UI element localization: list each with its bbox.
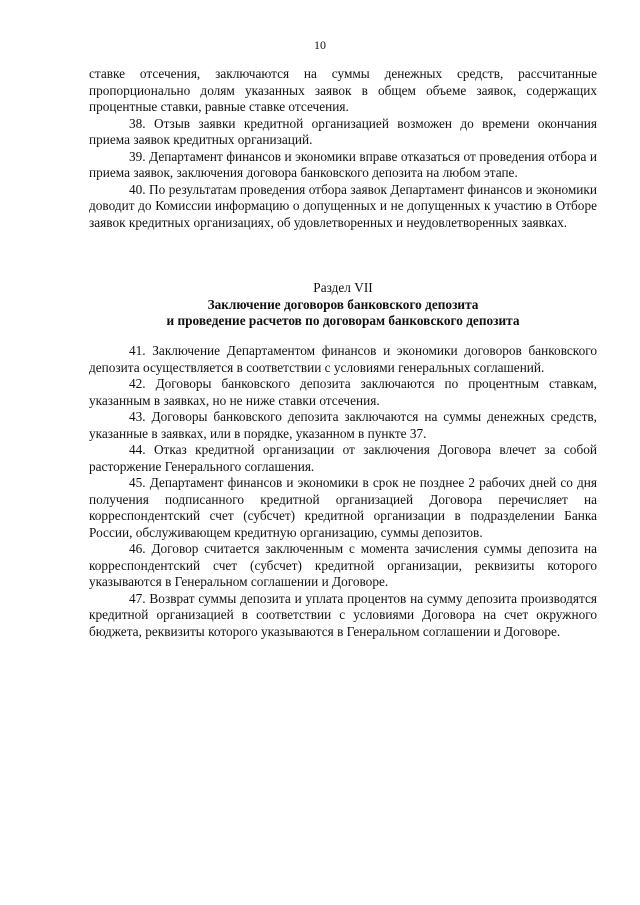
section-text-block [89,343,597,640]
section-title-line-1: Заключение договоров банковского депозита [207,296,479,312]
top-text-block [89,66,597,231]
paragraph-continuation: ставке отсечения, заключаются на суммы денежных средств, рассчитанные пропорционально долям указанных заявок в общем объеме заявок, содержащих процентные ставки, равные ставке отсечения. [89,66,597,114]
paragraph-42: 42. Договоры банковского депозита заключаются по процентным ставкам, указанным в заявках, но не ниже ставки отсечения. [89,376,597,408]
section-title-line-2: и проведение расчетов по договорам банковского депозита [166,313,520,328]
paragraph-46: 46. Договор считается заключенным с момента зачисления суммы депозита на корреспондентский счет (субсчет) кредитной организации, реквизиты которого указываются в Генеральном соглашении и Договоре. [89,541,597,589]
paragraph-39: 39. Департамент финансов и экономики вправе отказаться от проведения отбора и приема заявок, заключения договора банковского депозита на любом этапе. [89,148,597,180]
paragraph-44: 44. Отказ кредитной организации от заключения Договора влечет за собой расторжение Генерального соглашения. [89,442,597,474]
section-heading [89,280,597,330]
paragraph-40: 40. По результатам проведения отбора заявок Департамент финансов и экономики доводит до Комиссии информацию о допущенных и не допущенных к участию в Отборе заявок кредитных организациях, об удовлетворенных и неудовлетворенных заявках. [89,181,597,230]
paragraph-47: 47. Возврат суммы депозита и уплата процентов на сумму депозита производятся кредитной организацией в соответствии с условиями Договора на счет окружного бюджета, реквизиты которого указываются в Генеральном соглашении и Договоре. [89,590,597,639]
paragraph-38: 38. Отзыв заявки кредитной организацией возможен до времени окончания приема заявок кредитных организаций. [89,115,597,147]
paragraph-43: 43. Договоры банковского депозита заключаются на суммы денежных средств, указанные в заявках, или в порядке, указанном в пункте 37. [89,409,597,441]
page-number: 10 [314,38,326,52]
paragraph-41: 41. Заключение Департаментом финансов и экономики договоров банковского депозита осуществляется в соответствии с условиями генеральных соглашений. [89,343,597,375]
section-number: Раздел VII [313,280,373,295]
paragraph-45: 45. Департамент финансов и экономики в срок не позднее 2 рабочих дней со дня получения подписанного кредитной организацией Договора перечисляет на корреспондентский счет (субсчет) кредитной организации в подразделении Банка России, обслуживающем кредитную организацию, суммы депозитов. [89,475,597,540]
